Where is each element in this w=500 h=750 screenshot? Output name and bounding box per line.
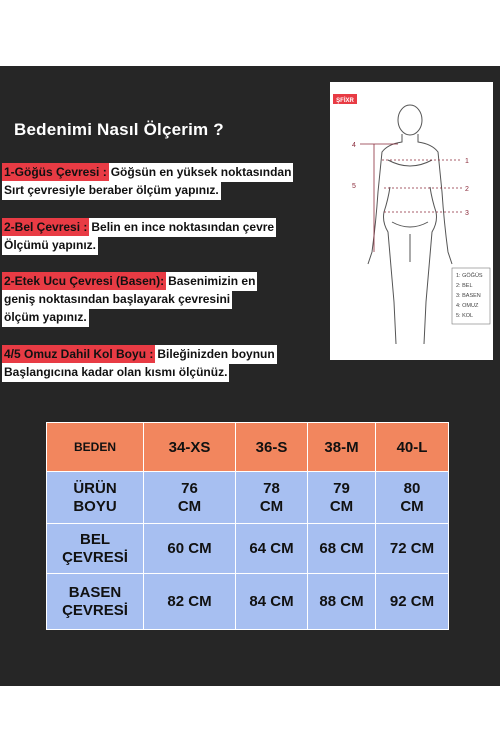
instruction-3-line-2 xyxy=(2,290,232,309)
page-title: Bedenimi Nasıl Ölçerim ? xyxy=(14,120,224,139)
body-measurement-figure xyxy=(330,82,493,360)
table-header-row xyxy=(47,423,449,472)
instruction-4-line-2 xyxy=(2,363,229,382)
cell-value: 60 CM xyxy=(144,524,236,574)
instruction-4-text: Bileğinizden boynun xyxy=(155,345,276,364)
instruction-3-text: Basenimizin en xyxy=(166,272,257,291)
legend-item-3: 3: BASEN xyxy=(456,293,481,299)
instruction-4-line-1 xyxy=(2,345,277,364)
instruction-1-label: 1-Göğüs Çevresi : xyxy=(2,163,109,182)
legend-item-5: 5: KOL xyxy=(456,313,474,319)
cell-value: 78 CM xyxy=(236,472,308,524)
cell-value: 72 CM xyxy=(376,524,449,574)
header-cell-38-m: 38-M xyxy=(308,423,376,472)
marker-1: 1 xyxy=(465,158,469,165)
marker-4: 4 xyxy=(352,142,356,149)
instruction-3-text-3: ölçüm yapınız. xyxy=(2,308,89,327)
cell-value: 79 CM xyxy=(308,472,376,524)
instruction-2-line-2 xyxy=(2,236,98,255)
instruction-3-line-3 xyxy=(2,308,89,327)
instruction-1-line-1 xyxy=(2,163,293,182)
instruction-1-text: Göğsün en yüksek noktasından xyxy=(109,163,294,182)
header-cell-beden: BEDEN xyxy=(47,423,144,472)
cell-value: 64 CM xyxy=(236,524,308,574)
instruction-3-line-1 xyxy=(2,272,257,291)
silhouette xyxy=(368,105,452,344)
legend-item-4: 4: OMUZ xyxy=(456,303,479,309)
instruction-3-label: 2-Etek Ucu Çevresi (Basen): xyxy=(2,272,166,291)
instruction-1-text-2: Sırt çevresiyle beraber ölçüm yapınız. xyxy=(2,181,221,200)
row-label-urun-boyu: ÜRÜN BOYU xyxy=(47,472,144,524)
cell-value: 84 CM xyxy=(236,574,308,630)
header-cell-34-xs: 34-XS xyxy=(144,423,236,472)
instruction-2-text-2: Ölçümü yapınız. xyxy=(2,236,98,255)
size-table xyxy=(46,422,449,630)
marker-5: 5 xyxy=(352,183,356,190)
cell-value: 82 CM xyxy=(144,574,236,630)
body-figure-illustration xyxy=(330,82,493,360)
cell-value: 92 CM xyxy=(376,574,449,630)
table-row xyxy=(47,472,449,524)
measure-lines xyxy=(360,144,462,252)
instruction-3-text-2: geniş noktasından başlayarak çevresini xyxy=(2,290,232,309)
logo-text: ŞFİXR xyxy=(336,98,354,104)
instruction-2-label: 2-Bel Çevresi : xyxy=(2,218,89,237)
row-label-basen-cevresi: BASEN ÇEVRESİ xyxy=(47,574,144,630)
marker-2: 2 xyxy=(465,186,469,193)
table-row xyxy=(47,524,449,574)
instruction-2-line-1 xyxy=(2,218,276,237)
cell-value: 76 CM xyxy=(144,472,236,524)
instruction-1-line-2 xyxy=(2,181,221,200)
cell-value: 80 CM xyxy=(376,472,449,524)
legend-item-2: 2: BEL xyxy=(456,283,473,289)
marker-3: 3 xyxy=(465,210,469,217)
row-label-bel-cevresi: BEL ÇEVRESİ xyxy=(47,524,144,574)
instruction-2-text: Belin en ince noktasından çevre xyxy=(89,218,276,237)
header-cell-36-s: 36-S xyxy=(236,423,308,472)
header-cell-40-l: 40-L xyxy=(376,423,449,472)
instruction-4-label: 4/5 Omuz Dahil Kol Boyu : xyxy=(2,345,155,364)
cell-value: 88 CM xyxy=(308,574,376,630)
cell-value: 68 CM xyxy=(308,524,376,574)
instruction-4-text-2: Başlangıcına kadar olan kısmı ölçünüz. xyxy=(2,363,229,382)
legend-item-1: 1: GÖĞÜS xyxy=(456,273,483,279)
table-row xyxy=(47,574,449,630)
